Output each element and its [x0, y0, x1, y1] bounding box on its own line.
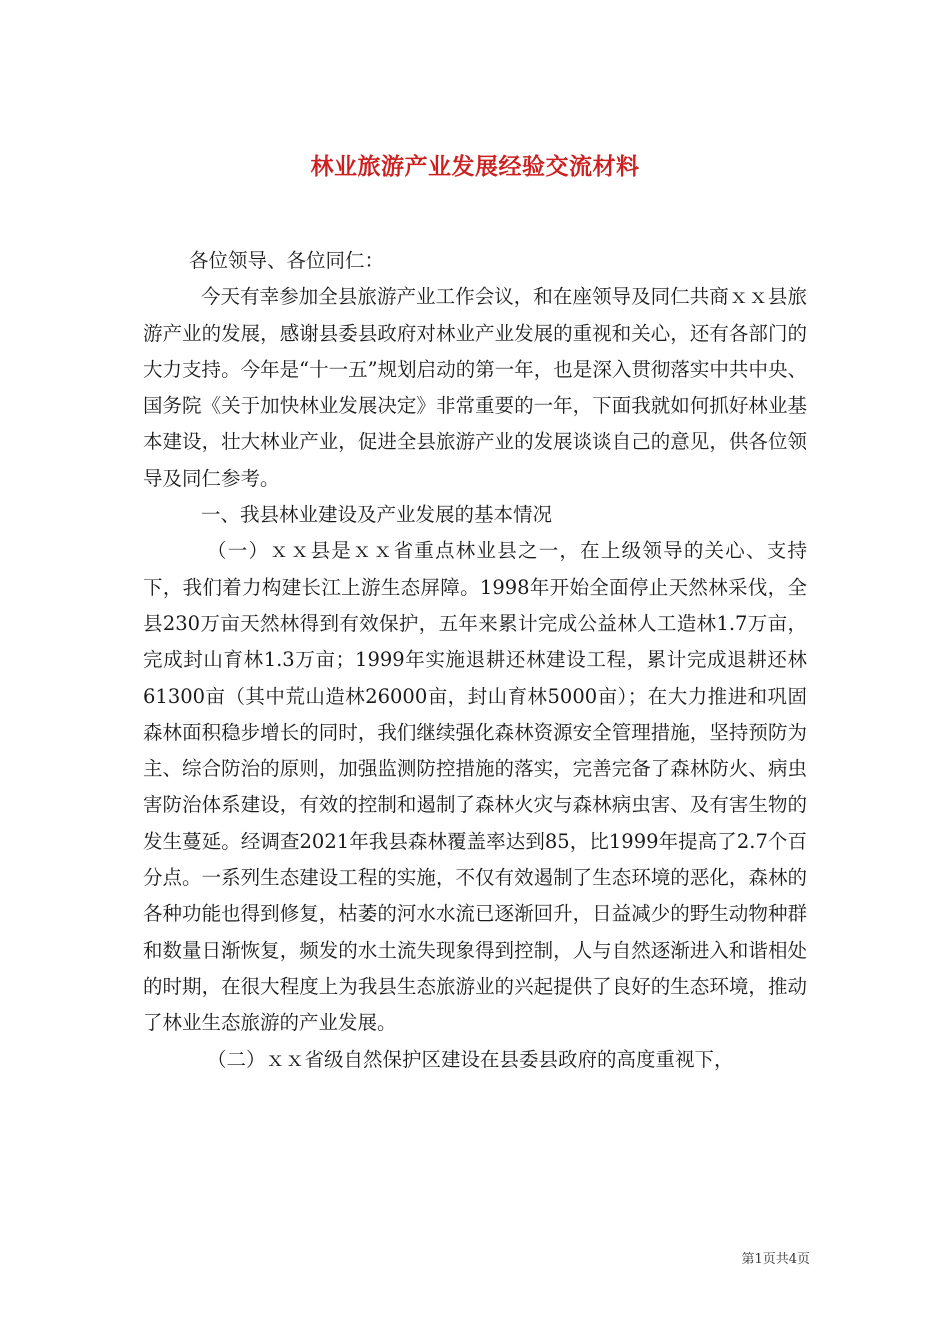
section-paragraph-2: （二）ｘｘ省级自然保护区建设在县委县政府的高度重视下，: [207, 1047, 734, 1071]
salutation: 各位领导、各位同仁：: [189, 249, 385, 272]
intro-paragraph: 今天有幸参加全县旅游产业工作会议，和在座领导及同仁共商ｘｘ县旅游产业的发展，感谢县委县政府对林业产业发展的重视和关心，还有各部门的大力支持。今年是“十一五”规划启动的第一年，也是深入贯彻落实中共中央、国务院《关于加快林业发展决定》非常重要的一年，下面我就如何抓好林业基本建设，壮大林业产业，促进全县旅游产业的发展谈谈自己的意见，供各位领导及同仁参考。: [143, 285, 807, 490]
section-heading: 一、我县林业建设及产业发展的基本情况: [201, 503, 553, 527]
page-number: 第1页共4页: [741, 1252, 810, 1267]
document-body: [143, 243, 807, 1078]
section-paragraph-1: （一）ｘｘ县是ｘｘ省重点林业县之一，在上级领导的关心、支持下，我们着力构建长江上游生态屏障。1998年开始全面停止天然林采伐，全县230万亩天然林得到有效保护，五年来累计完成公益林人工造林1.7万亩，完成封山育林1.3万亩；1999年实施退耕还林建设工程，累计完成退耕还林61300亩（其中荒山造林26000亩，封山育林5000亩）；在大力推进和巩固森林面积稳步增长的同时，我们继续强化森林资源安全管理措施，坚持预防为主、综合防治的原则，加强监测防控措施的落实，完善完备了森林防火、病虫害防治体系建设，有效的控制和遏制了森林火灾与森林病虫害、及有害生物的发生蔓延。经调查2021年我县森林覆盖率达到85，比1999年提高了2.7个百分点。一系列生态建设工程的实施，不仅有效遏制了生态环境的恶化，森林的各种功能也得到修复，枯萎的河水水流已逐渐回升，日益减少的野生动物种群和数量日渐恢复，频发的水土流失现象得到控制，人与自然逐渐进入和谐相处的时期，在很大程度上为我县生态旅游业的兴起提供了良好的生态环境，推动了林业生态旅游的产业发展。: [143, 539, 807, 1035]
document-title: 林业旅游产业发展经验交流材料: [310, 153, 640, 181]
